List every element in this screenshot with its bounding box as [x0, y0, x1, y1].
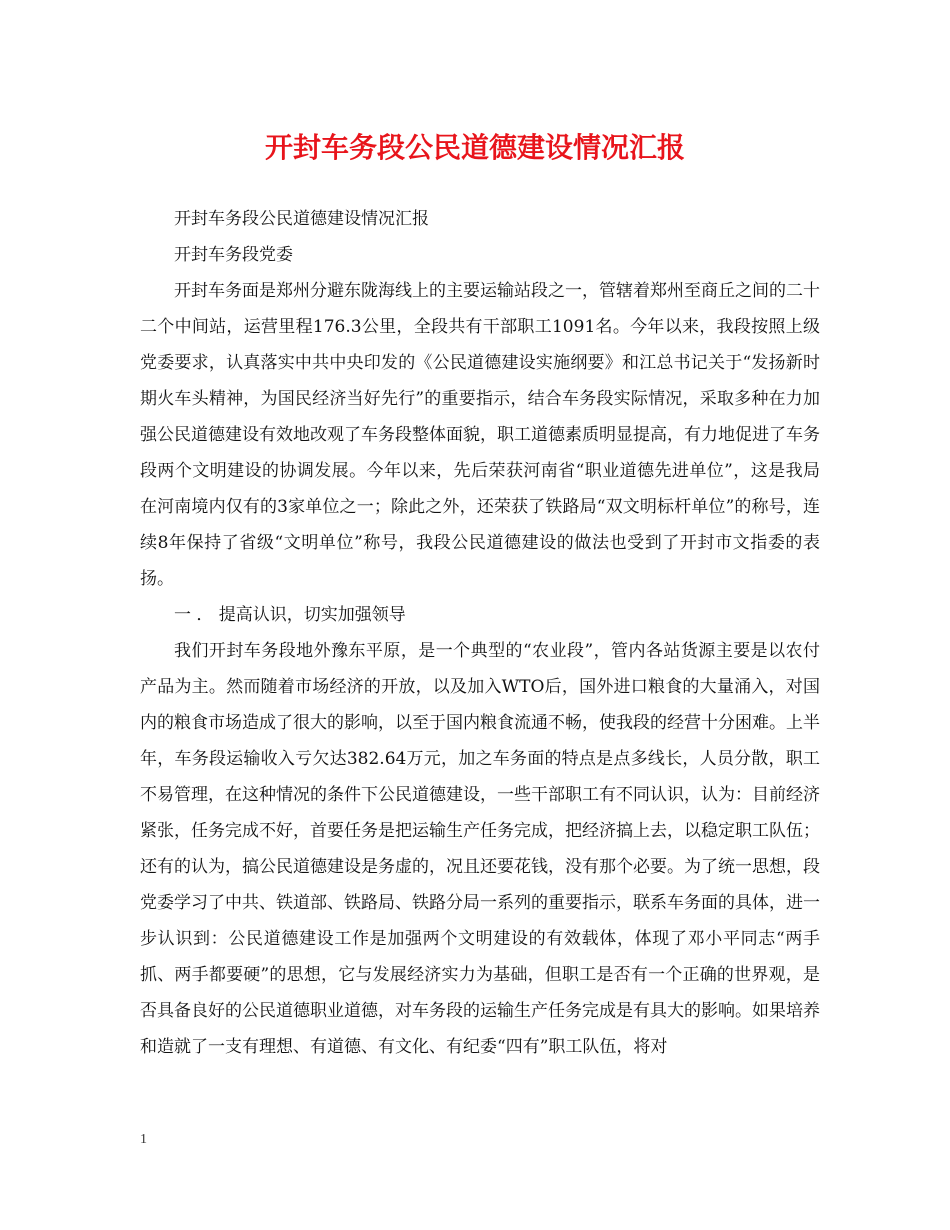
- paragraph-author: 开封车务段党委: [174, 245, 293, 265]
- paragraph-intro: 开封车务面是郑州分避东陇海线上的主要运输站段之一，管辖着郑州至商丘之间的二十二个中间站，运营里程176.3公里，全段共有干部职工1091名。今年以来，我段按照上级党委要求，认真落实中共中央印发的《公民道德建设实施纲要》和江总书记关于“发扬新时期火车头精神，为国民经济当好先行”的重要指示，结合车务段实际情况，采取多种在力加强公民道德建设有效地改观了车务段整体面貌，职工道德素质明显提高，有力地促进了车务段两个文明建设的协调发展。今年以来，先后荣获河南省“职业道德先进单位”，这是我局在河南境内仅有的3家单位之一；除此之外，还荣获了铁路局“双文明标杆单位”的称号，连续8年保持了省级“文明单位”称号，我段公民道德建设的做法也受到了开封市文指委的表扬。: [140, 281, 820, 589]
- paragraph-section-one: 我们开封车务段地外豫东平原，是一个典型的“农业段”，管内各站货源主要是以农付产品为主。然而随着市场经济的开放，以及加入WTO后，国外进口粮食的大量涌入，对国内的粮食市场造成了很大的影响，以至于国内粮食流通不畅，使我段的经营十分困难。上半年，车务段运输收入亏欠达382.64万元，加之车务面的特点是点多线长，人员分散，职工不易管理，在这种情况的条件下公民道德建设，一些干部职工有不同认识，认为：目前经济紧张，任务完成不好，首要任务是把运输生产任务完成，把经济搞上去，以稳定职工队伍；还有的认为，搞公民道德建设是务虚的，况且还要花钱，没有那个必要。为了统一思想，段党委学习了中共、铁道部、铁路局、铁路分局一系列的重要指示，联系车务面的具体，进一步认识到：公民道德建设工作是加强两个文明建设的有效载体，体现了邓小平同志“两手抓、两手都要硬”的思想，它与发展经济实力为基础，但职工是否有一个正确的世界观，是否具备良好的公民道德职业道德，对车务段的运输生产任务完成是有具大的影响。如果培养和造就了一支有理想、有道德、有文化、有纪委“四有”职工队伍，将对: [140, 641, 820, 1057]
- page-number: 1: [140, 1132, 147, 1147]
- paragraph-subtitle: 开封车务段公民道德建设情况汇报: [174, 209, 429, 229]
- section-heading: 一 ． 提高认识，切实加强领导: [174, 605, 406, 625]
- document-title: 开封车务段公民道德建设情况汇报: [264, 131, 685, 164]
- document-body: [140, 201, 820, 1065]
